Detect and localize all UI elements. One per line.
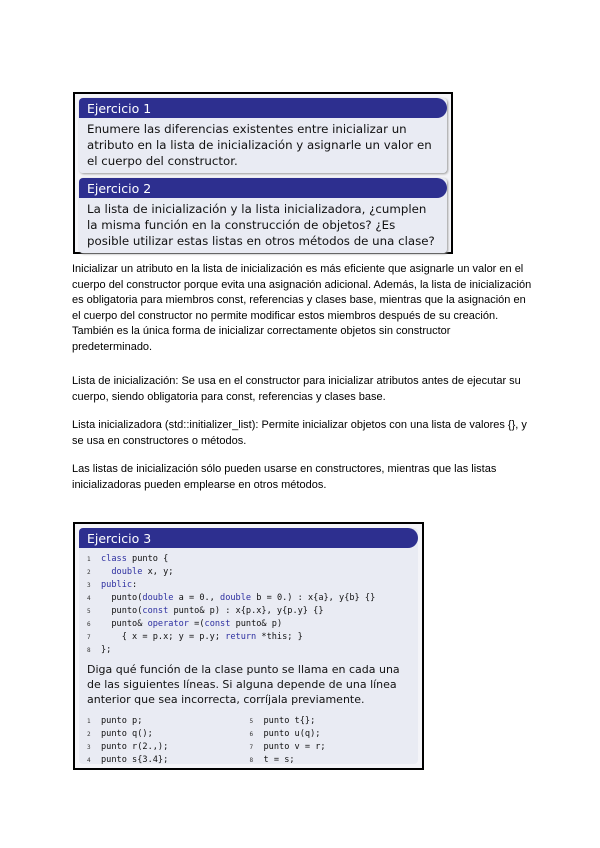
code-text: punto& operator =(const punto& p) <box>101 619 283 629</box>
code-text: punto(double a = 0., double b = 0.) : x{a}, y{b} {} <box>101 593 376 603</box>
line-number: 3 <box>87 582 91 589</box>
code-text: punto p; <box>101 716 143 726</box>
exercise-3-block <box>79 528 418 764</box>
answer-paragraph-4: Las listas de inicialización sólo pueden usarse en constructores, mientras que las listas inicializadoras pueden emplearse en otros métodos. <box>72 463 497 491</box>
exercise-2-title: Ejercicio 2 <box>79 178 447 198</box>
code-text: t = s; <box>263 755 295 764</box>
line-number: 8 <box>249 757 254 764</box>
statement-line-7 <box>250 741 413 754</box>
line-number: 2 <box>87 569 91 576</box>
code-text: punto(const punto& p) : x{p.x}, y{p.y} {} <box>101 606 324 616</box>
exercise-2-body: La lista de inicialización y la lista inicializadora, ¿cumplen la misma función en la construcción de objetos? ¿Es posible utilizar estas listas en otros métodos de una clase? <box>79 198 447 253</box>
code-text: punto v = r; <box>263 742 326 752</box>
code-text: punto r(2.,); <box>101 742 169 752</box>
answer-paragraph-2: Lista de inicialización: Se usa en el constructor para inicializar atributos antes de ejecutar su cuerpo, siendo obligatoria para const, referencias y clases base. <box>72 375 521 403</box>
code-line-1 <box>87 553 412 566</box>
code-line-3 <box>87 579 412 592</box>
line-number: 1 <box>87 718 91 725</box>
statement-line-4 <box>87 754 250 764</box>
exercise-1-block <box>79 98 447 173</box>
code-text: double x, y; <box>111 567 174 577</box>
line-number: 7 <box>249 744 254 751</box>
line-number: 3 <box>87 744 91 751</box>
line-number: 8 <box>87 647 91 654</box>
exercise-3-question: Diga qué función de la clase punto se llama en cada una de las siguientes líneas. Si alguna depende de una línea anterior que sea incorrecta, corríjala previamente. <box>87 663 400 706</box>
code-text: }; <box>101 645 112 655</box>
statement-line-5 <box>250 715 413 728</box>
statement-line-3 <box>87 741 250 754</box>
code-text: punto s{3.4}; <box>101 755 169 764</box>
code-text: class punto { <box>101 554 169 564</box>
line-number: 6 <box>249 731 254 738</box>
code-text: punto q(); <box>101 729 153 739</box>
exercise-3-title: Ejercicio 3 <box>79 528 418 548</box>
line-number: 6 <box>87 621 91 628</box>
exercise-image-2 <box>73 522 424 770</box>
exercise-1-body: Enumere las diferencias existentes entre inicializar un atributo en la lista de inicialización y asignarle un valor en el cuerpo del constructor. <box>79 118 447 173</box>
statement-line-2 <box>87 728 250 741</box>
code-text: { x = p.x; y = p.y; return *this; } <box>101 632 303 642</box>
code-listing <box>87 553 412 657</box>
statement-lines-left <box>87 715 250 764</box>
statement-line-6 <box>250 728 413 741</box>
answer-paragraph-1: Inicializar un atributo en la lista de inicialización es más eficiente que asignarle un valor en el cuerpo del constructor porque evita una asignación adicional. Además, la lista de inicialización es obligatoria para miembros const, referencias y clases base, mientras que la asignación en el cuerpo del constructor no permite modificar estos miembros después de su creación. También es la única forma de inicializar correctamente objetos sin constructor predeterminado. <box>72 263 532 353</box>
answer-paragraph-3: Lista inicializadora (std::initializer_list): Permite inicializar objetos con una lista de valores {}, y se usa en constructores o métodos. <box>72 419 527 447</box>
line-number: 4 <box>87 757 91 764</box>
code-line-2 <box>87 566 412 579</box>
code-line-5 <box>87 605 412 618</box>
exercise-image-1 <box>73 92 453 254</box>
code-line-7 <box>87 631 412 644</box>
line-number: 2 <box>87 731 91 738</box>
exercise-1-title: Ejercicio 1 <box>79 98 447 118</box>
statement-line-8 <box>250 754 413 764</box>
code-text: punto u(q); <box>263 729 321 739</box>
code-line-8 <box>87 644 412 657</box>
code-text: public: <box>101 580 138 590</box>
code-text: punto t{}; <box>263 716 316 726</box>
line-number: 1 <box>87 556 91 563</box>
statement-lines-right <box>250 715 413 764</box>
code-line-6 <box>87 618 412 631</box>
line-number: 4 <box>87 595 91 602</box>
statement-lines <box>87 715 412 764</box>
statement-line-1 <box>87 715 250 728</box>
exercise-2-block <box>79 178 447 253</box>
line-number: 7 <box>87 634 91 641</box>
code-line-4 <box>87 592 412 605</box>
line-number: 5 <box>249 718 254 725</box>
line-number: 5 <box>87 608 91 615</box>
